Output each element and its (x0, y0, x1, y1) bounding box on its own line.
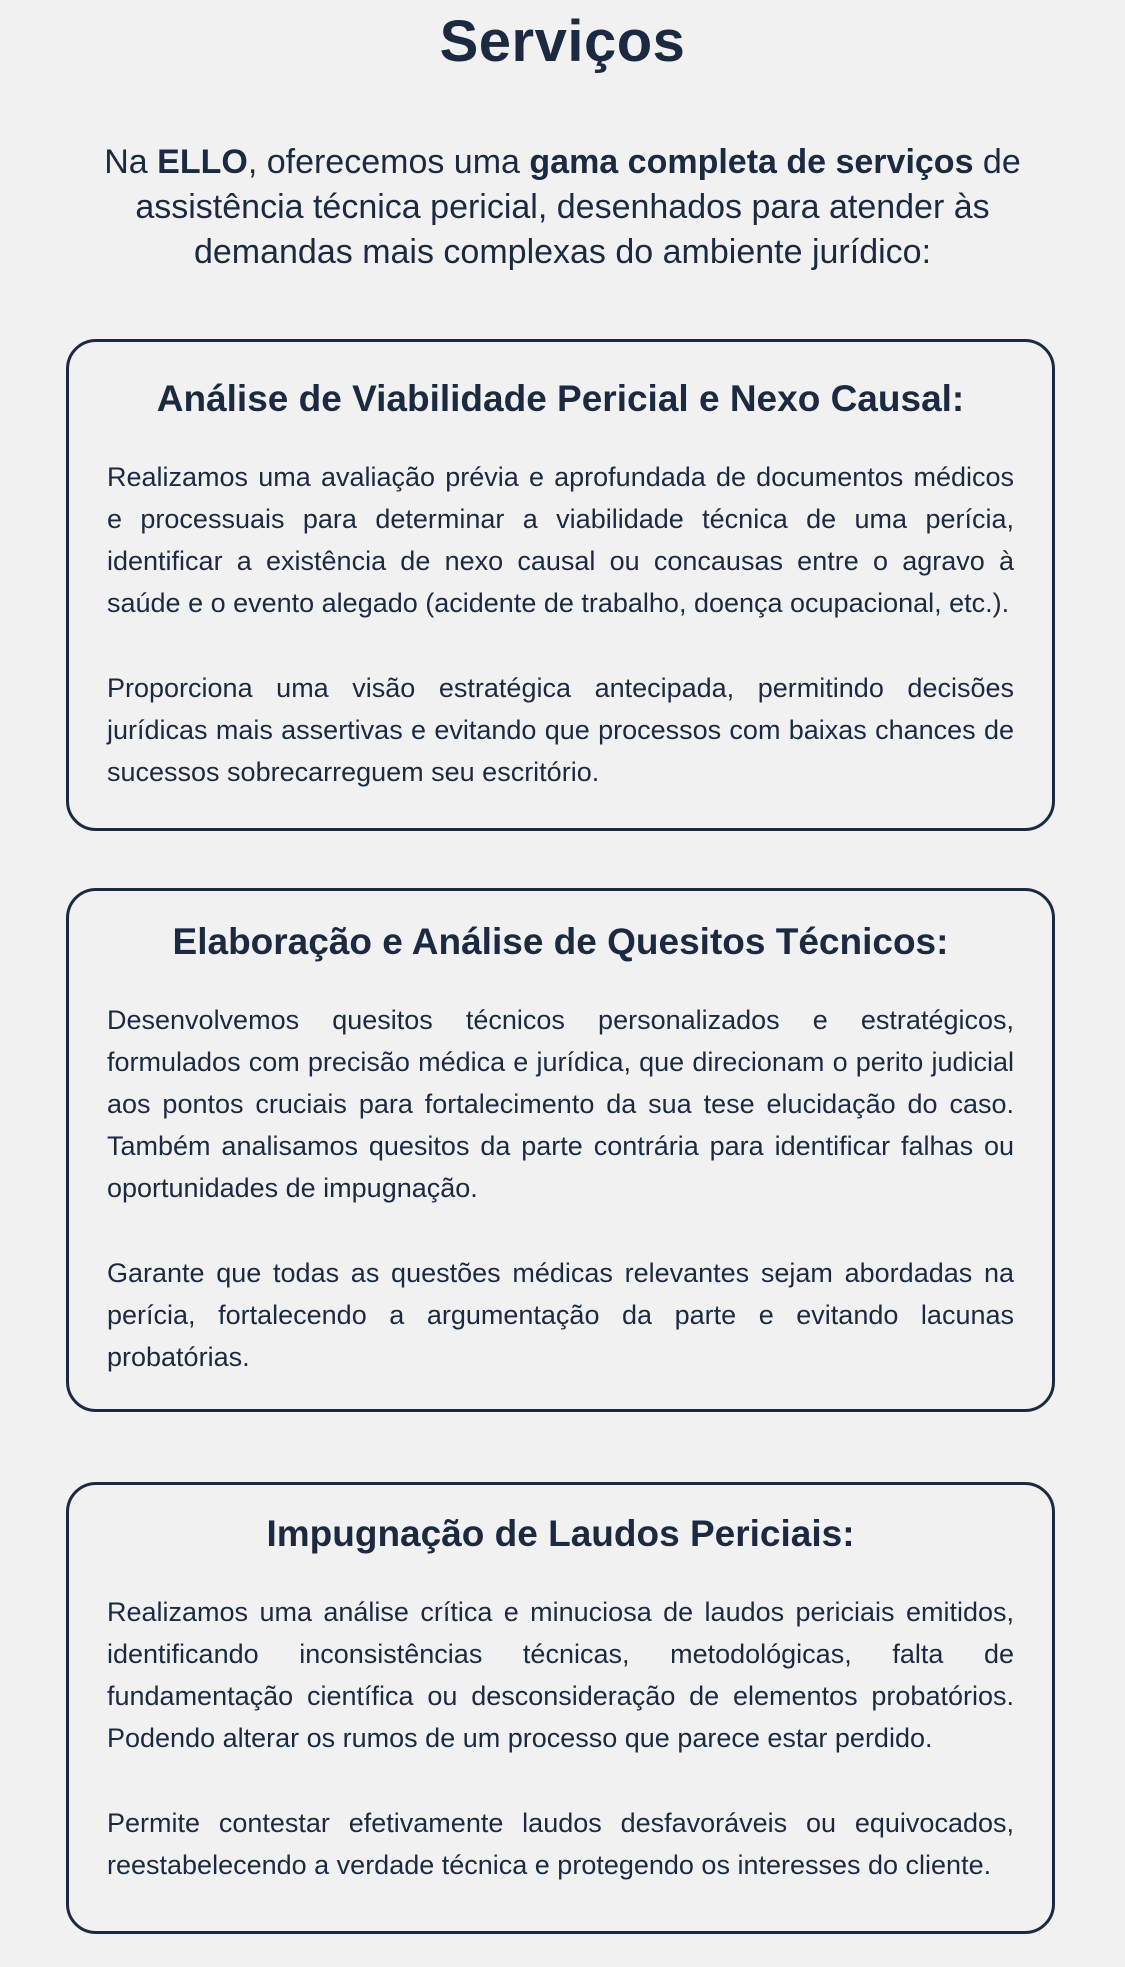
intro-suffix: de assistência técnica pericial, desenhados para atender às demandas mais complexas do ambiente jurídico: (135, 143, 1021, 271)
service-title: Análise de Viabilidade Pericial e Nexo Causal: (156, 378, 965, 419)
service-benefit: Garante que todas as questões médicas relevantes sejam abordadas na perícia, fortalecendo a argumentação da parte e evitando lacunas probatórias. (107, 1258, 1014, 1372)
intro-text (100, 140, 1025, 275)
intro-prefix: Na (104, 143, 158, 181)
service-card-impugnacao (66, 1482, 1055, 1934)
service-description: Desenvolvemos quesitos técnicos personalizados e estratégicos, formulados com precisão médica e jurídica, que direcionam o perito judicial aos pontos cruciais para fortalecimento da sua tese elucidação do caso. Também analisamos quesitos da parte contrária para identificar falhas ou oportunidades de impugnação. (107, 1005, 1014, 1203)
service-title: Elaboração e Análise de Quesitos Técnicos: (172, 921, 949, 962)
service-card-quesitos (66, 888, 1055, 1412)
service-benefit: Proporciona uma visão estratégica antecipada, permitindo decisões jurídicas mais assertivas e evitando que processos com baixas chances de sucessos sobrecarreguem seu escritório. (107, 673, 1014, 787)
intro-highlight: gama completa de serviços (529, 143, 974, 181)
page-title: Serviços (439, 9, 686, 74)
service-description: Realizamos uma análise crítica e minuciosa de laudos periciais emitidos, identificando inconsistências técnicas, metodológicas, falta de fundamentação científica ou desconsideração de elementos probatórios. Podendo alterar os rumos de um processo que parece estar perdido. (107, 1597, 1014, 1753)
service-title: Impugnação de Laudos Periciais: (266, 1513, 855, 1554)
service-benefit: Permite contestar efetivamente laudos desfavoráveis ou equivocados, reestabelecendo a verdade técnica e protegendo os interesses do cliente. (107, 1808, 1014, 1880)
intro-middle: , oferecemos uma (247, 143, 530, 181)
service-description: Realizamos uma avaliação prévia e aprofundada de documentos médicos e processuais para determinar a viabilidade técnica de uma perícia, identificar a existência de nexo causal ou concausas entre o agravo à saúde e o evento alegado (acidente de trabalho, doença ocupacional, etc.). (107, 462, 1014, 618)
service-card-viabilidade (66, 339, 1055, 831)
intro-brand: ELLO (157, 143, 248, 181)
